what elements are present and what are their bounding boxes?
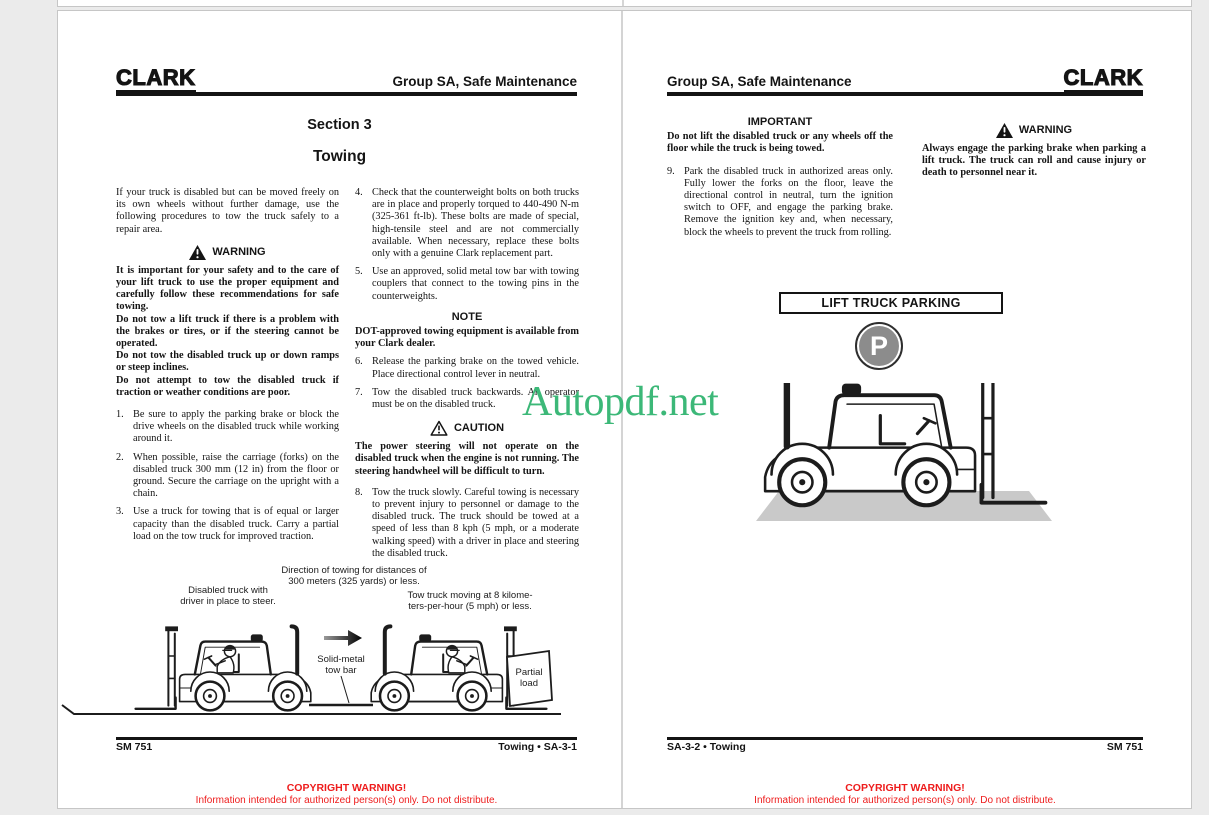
list-item [355,487,579,560]
list-item [355,266,579,303]
list-item [667,166,893,239]
diagram-disabled-truck-label: driver in place to steer. [180,596,276,607]
step-number: 4. [355,187,363,198]
caution-label: CAUTION [453,422,505,435]
footer-page-number: SA-3-2 • Towing [667,741,746,753]
tow-bar-label: Solid-metal [317,654,365,665]
diagram-disabled-truck-label: Disabled truck with [188,585,268,596]
list-item [116,409,339,446]
right-column [922,123,1146,180]
step-text: Tow the truck slowly. Careful towing is necessary to prevent injury to personnel or damage to the disabled truck. The truck should be towed at a speed of less than 8 kph (5 mph, or a moderate walking speed) with a driver in place and steering the disabled truck. [372,486,579,559]
diagram-tow-truck-label: ters-per-hour (5 mph) or less. [408,601,532,612]
footer-doc-number: SM 751 [116,741,153,753]
step-text: Use an approved, solid metal tow bar with towing couplers that connect to the towing pins in the counterweights. [372,266,579,302]
step-text: When possible, raise the carriage (forks) on the disabled truck 300 mm (12 in) from the floor or ground. Secure the carriage on the upright with a chain. [133,451,339,500]
clark-logo: CLARK [1064,67,1144,94]
step-text: Use a truck for towing that is of equal or larger capacity than the disabled truck. Carry a partial load on the tow truck for improved traction. [133,506,339,542]
intro-paragraph: If your truck is disabled but can be moved freely on its own wheels without further damage, use the following procedures to tow the truck safely to a repair area. [116,187,339,235]
note-heading: NOTE [451,310,483,323]
step-text: Check that the counterweight bolts on both trucks are in place and properly torqued to 440-490 N-m (325-361 ft-lb). These bolts are made of special, high-tensile steel and are not commercially available. When necessary, replace these bolts only with a genuine Clark replacement part. [372,187,579,260]
page-gutter-line [622,0,624,6]
parking-symbol-letter: P [859,326,899,366]
diagram-direction-label: Direction of towing for distances of [281,565,427,576]
important-text: Do not lift the disabled truck or any wheels off the floor while the truck is being towed. [667,131,893,155]
page-header-title: Group SA, Safe Maintenance [392,74,577,89]
footer-doc-number: SM 751 [1106,741,1143,753]
diagram-direction-label: 300 meters (325 yards) or less. [288,576,420,587]
caution-heading [355,420,579,436]
section-label: Section 3 [307,117,372,133]
diagram-tow-truck-label: Tow truck moving at 8 kilome- [407,590,533,601]
step-number: 5. [355,266,363,278]
parking-symbol-badge [855,322,903,370]
list-item [116,506,339,543]
partial-load-label: load [520,678,538,689]
step-text: Be sure to apply the parking brake or block the drive wheels on the disabled truck while working around it. [133,409,339,445]
step-number: 7. [355,386,363,398]
clark-logo: CLARK [116,67,196,94]
warning-label: WARNING [1018,124,1073,137]
warning-triangle-icon [189,245,206,260]
important-heading: IMPORTANT [747,116,813,128]
step-number: 9. [667,165,675,177]
step-number: 6. [355,356,363,368]
list-item [116,452,339,501]
copyright-line1: COPYRIGHT WARNING! [845,782,965,794]
copyright-line2: Information intended for authorized person(s) only. Do not distribute. [754,794,1056,806]
warning-paragraph: Do not attempt to tow the disabled truck if traction or weather conditions are poor. [116,374,339,398]
footer-rule [116,737,577,740]
warning-heading [922,123,1146,138]
left-column [667,116,893,239]
manual-page-right [623,11,1189,808]
warning-text: Always engage the parking brake when parking a lift truck. The truck can roll and cause injury or death to personnel near it. [922,143,1146,179]
warning-paragraph: Do not tow a lift truck if there is a problem with the brakes or tires, or if the steering cannot be operated. [116,313,339,350]
towing-direction-arrow [324,630,362,646]
footer-rule [667,737,1143,740]
list-item [355,387,579,411]
disabled-forklift-illustration [136,626,311,710]
header-rule [116,92,577,96]
copyright-warning [667,782,1143,807]
step-number: 3. [116,506,124,518]
section-title: Towing [312,148,367,165]
copyright-line1: COPYRIGHT WARNING! [286,782,407,794]
copyright-warning [116,782,577,807]
copyright-line2: Information intended for authorized person(s) only. Do not distribute. [195,794,498,806]
note-text: DOT-approved towing equipment is available from your Clark dealer. [355,326,579,350]
step-number: 2. [116,451,124,463]
list-item [355,187,579,260]
tow-bar-leader-line [341,676,349,703]
step-text: Park the disabled truck in authorized areas only. Fully lower the forks on the floor, leave the directional control in neutral, turn the ignition switch to OFF, and engage the parking brake. Remove the ignition key and, when necessary, block the wheels to prevent the truck from rolling. [684,165,893,238]
right-column [355,187,579,560]
step-text: Tow the disabled truck backwards. An operator must be on the disabled truck. [372,386,579,411]
manual-spread [57,10,1192,809]
lift-truck-parking-sign: LIFT TRUCK PARKING [779,292,1003,314]
step-number: 8. [355,486,363,498]
warning-paragraph: Do not tow the disabled truck up or down ramps or steep inclines. [116,350,339,374]
caution-triangle-icon [430,420,448,436]
previous-page-edge [57,0,1192,7]
footer-page-number: Towing • SA-3-1 [498,741,577,753]
site-watermark: Autopdf.net [522,379,719,425]
warning-heading [116,245,339,260]
left-column [116,187,339,543]
header-rule [667,92,1143,96]
list-item [355,356,579,380]
parked-forklift-illustration [623,383,1189,533]
tow-bar-label: tow bar [325,665,357,676]
page-header-title: Group SA, Safe Maintenance [667,74,852,89]
step-text: Release the parking brake on the towed vehicle. Place directional control lever in neutral. [372,356,579,380]
warning-triangle-icon [996,123,1013,138]
warning-label: WARNING [212,246,266,259]
towing-diagram [58,556,623,731]
manual-page-left [58,11,623,808]
warning-paragraph: It is important for your safety and to the care of your lift truck to use the proper equipment and carefully follow these recommendations for safe towing. [116,264,339,313]
caution-text: The power steering will not operate on the disabled truck when the engine is not running. The steering handwheel will be difficult to turn. [355,441,579,477]
step-number: 1. [116,409,124,421]
partial-load-label: Partial [515,667,543,678]
